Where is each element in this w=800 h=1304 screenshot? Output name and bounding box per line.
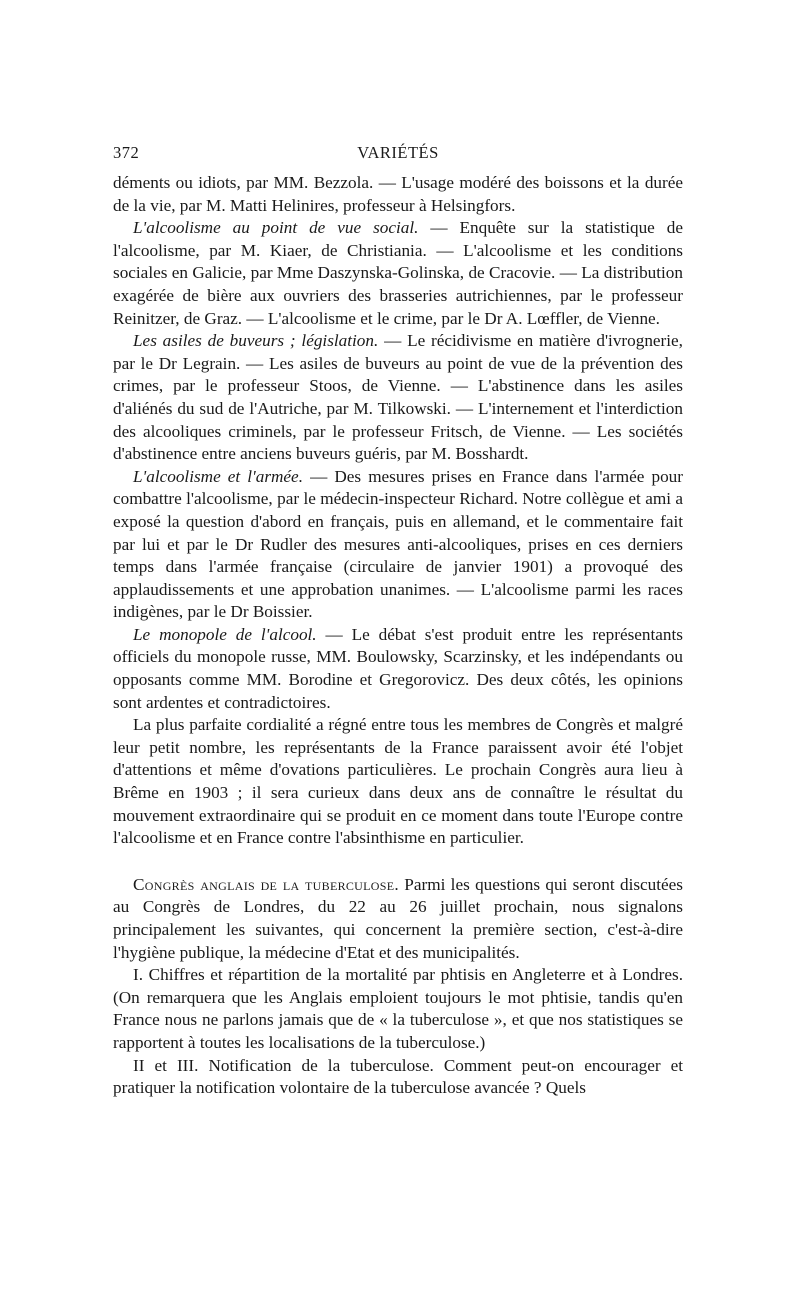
paragraph — [113, 217, 683, 330]
running-title: VARIÉTÉS — [357, 143, 439, 162]
paragraph-text: — Le débat s'est produit entre les représentants officiels du monopole russe, MM. Boulowsky, Scarzinsky, et les indépendants ou opposants comme MM. Borodine et Gregorovicz. Des deux côtés, les opinions sont ardentes et contradictoires. — [113, 624, 683, 712]
paragraph-text: II et III. Notification de la tuberculose. Comment peut-on encourager et pratiquer la notification volontaire de la tuberculose avancée ? Quels — [113, 1055, 683, 1098]
paragraph — [113, 714, 683, 850]
paragraph-text: — Enquête sur la statistique de l'alcoolisme, par M. Kiaer, de Christiania. — L'alcoolisme et les conditions sociales en Galicie, par Mme Daszynska-Golinska, de Cracovie. — La distribution exagérée de bière aux ouvriers des brasseries autrichiennes, par le professeur Reinitzer, de Graz. — L'alcoolisme et le crime, par le Dr A. Lœffler, de Vienne. — [113, 218, 683, 328]
paragraph-text: — Des mesures prises en France dans l'armée pour combattre l'alcoolisme, par le médecin-inspecteur Richard. Notre collègue et ami a exposé la question d'abord en français, puis en allemand, et le commentaire fait par lui et par le Dr Rudler des mesures anti-alcooliques, prises en ces derniers temps dans l'armée française (circulaire de janvier 1901) a provoqué des applaudissements et une approbation unanimes. — L'alcoolisme parmi les races indigènes, par le Dr Boissier. — [113, 466, 683, 622]
paragraph — [113, 964, 683, 1054]
paragraph-text: La plus parfaite cordialité a régné entre tous les membres de Congrès et malgré leur petit nombre, les représentants de la France paraissent avoir été l'objet d'attentions et même d'ovations particulières. Le prochain Congrès aura lieu à Brême en 1903 ; il sera curieux dans deux ans de connaître le résultat du mouvement extraordinaire qui se produit en ce moment dans toute l'Europe contre l'alcoolisme et en France contre l'absinthisme en particulier. — [113, 715, 683, 848]
paragraph — [113, 172, 683, 217]
paragraph-text: I. Chiffres et répartition de la mortalité par phtisis en Angleterre et à Londres. (On remarquera que les Anglais emploient toujours le mot phtisie, tandis qu'en France nous ne parlons jamais que de « la tuberculose », et que nos statistiques se rapportent à toutes les localisations de la tuberculose.) — [113, 965, 683, 1052]
section-lead: Les asiles de buveurs ; législation. — [133, 331, 379, 351]
page-header — [113, 143, 683, 167]
section-lead: Le monopole de l'alcool. — [133, 624, 317, 644]
paragraph — [113, 330, 683, 466]
paragraph — [113, 1055, 683, 1100]
page-body — [113, 172, 683, 1100]
paragraph-text: déments ou idiots, par MM. Bezzola. — L'usage modéré des boissons et la durée de la vie, par M. Matti Helinires, professeur à Helsingfors. — [113, 173, 683, 215]
section-lead: L'alcoolisme et l'armée. — [133, 466, 303, 486]
paragraph — [113, 874, 683, 964]
paragraph — [113, 466, 683, 624]
section-lead: Congrès anglais de la tuberculose. — [133, 874, 399, 894]
page-number: 372 — [113, 143, 140, 162]
paragraph-text: Parmi les questions qui seront discutées au Congrès de Londres, du 22 au 26 juillet prochain, nous signalons principalement les suivantes, qui concernent la première section, c'est-à-dire l'hygiène publique, la médecine d'Etat et des municipalités. — [113, 874, 683, 962]
section-lead: L'alcoolisme au point de vue social. — [133, 218, 419, 238]
paragraph — [113, 624, 683, 714]
paragraph-text: — Le récidivisme en matière d'ivrognerie, par le Dr Legrain. — Les asiles de buveurs au point de vue de la prévention des crimes, par le professeur Stoos, de Vienne. — L'abstinence dans les asiles d'aliénés du sud de l'Autriche, par M. Tilkowski. — L'internement et l'interdiction des alcooliques criminels, par le professeur Fritsch, de Vienne. — Les sociétés d'abstinence entre anciens buveurs guéris, par M. Bosshardt. — [113, 331, 683, 464]
